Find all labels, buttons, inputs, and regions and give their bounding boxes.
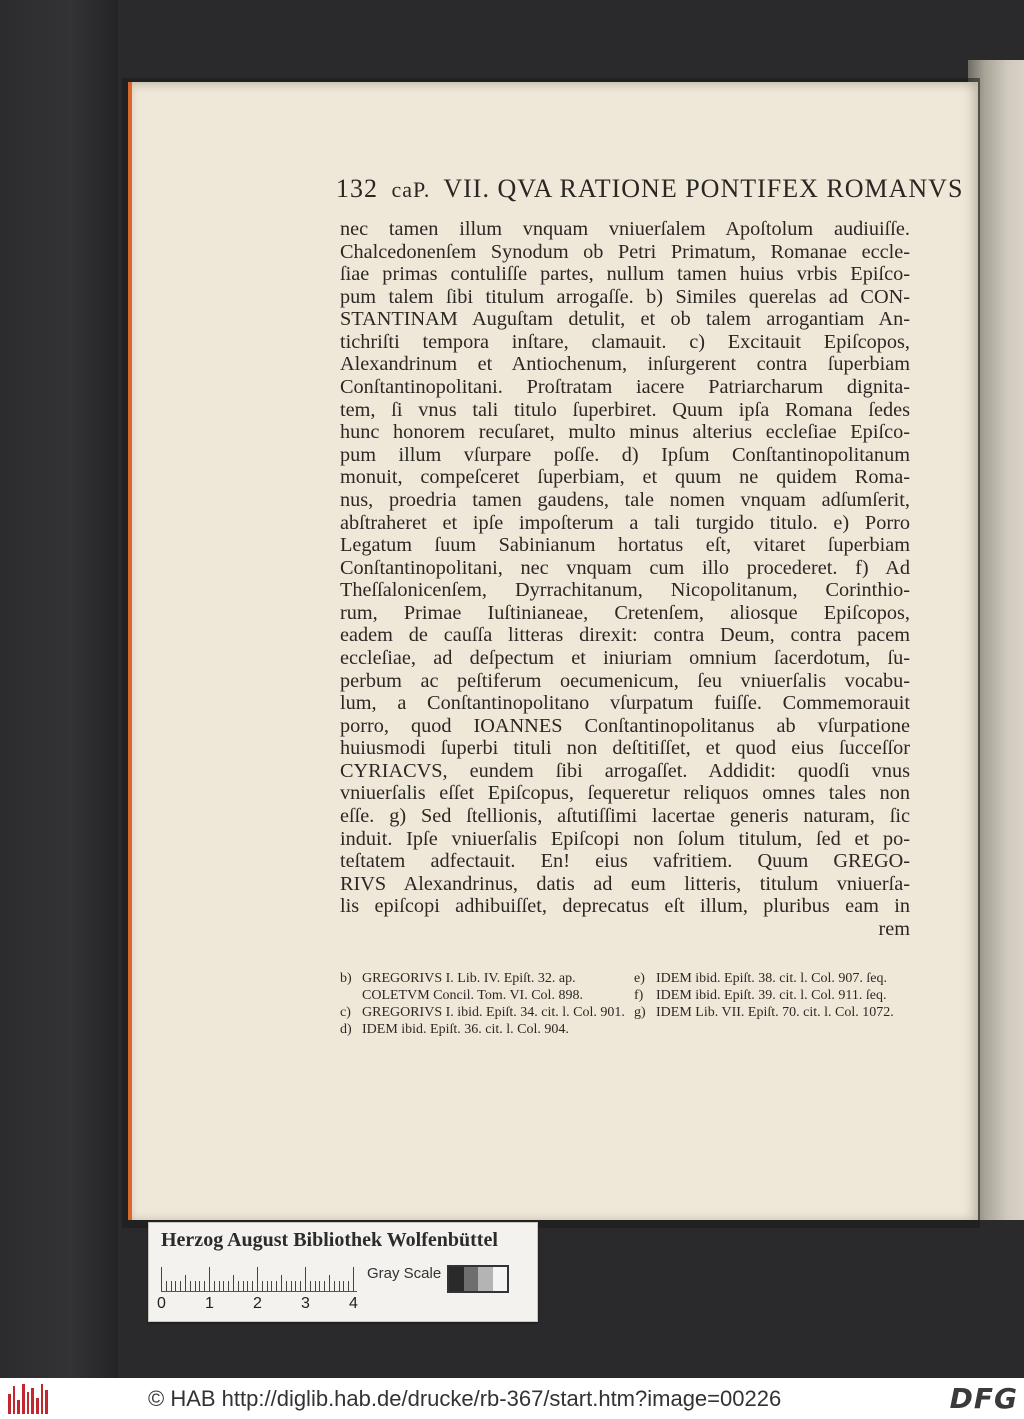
ruler-tick [262,1281,263,1291]
ruler-tick [175,1281,176,1291]
ruler-tick [219,1281,220,1291]
page-number: 132 [336,174,378,203]
text-line: perbum ac peſtiferum oecumenicum, ſeu vniuerſalis vocabu- [340,669,910,692]
hab-barcode-icon[interactable] [8,1382,48,1414]
ruler-tick [161,1267,162,1291]
ruler-tick [286,1281,287,1291]
ruler-tick [319,1281,320,1291]
text-line: eccleſiae, ad deſpectum et iniuriam omnium ſacerdotum, ſu- [340,646,910,669]
ruler-tick [214,1281,215,1291]
footnote-mark: b) [340,971,352,986]
ruler-tick [329,1275,330,1291]
footnote-text: IDEM ibid. Epiſt. 36. cit. l. Col. 904. [362,1022,569,1037]
ruler-tick [223,1281,224,1291]
ruler-tick [233,1275,234,1291]
text-line: lum, a Conſtantinopolitano vſurpatum fuiſſe. Commemorauit [340,692,910,715]
ruler-tick [291,1281,292,1291]
footnote-text: IDEM ibid. Epiſt. 38. cit. l. Col. 907. ſeq. [656,971,887,986]
text-line: nec tamen illum vnquam vniuerſalem Apoſtolum audiuiſſe. [340,218,910,240]
header-title: VII. QVA RATIONE PONTIFEX ROMANVS [443,174,964,203]
text-line: eadem de cauſſa litteras direxit: contra Deum, contra pacem [340,624,910,647]
ruler-number: 4 [349,1295,358,1312]
footnote-mark: d) [340,1022,352,1037]
footnote [634,1004,914,1021]
text-line: eſſe. g) Sed ſtellionis, aſtutiſſimi lacertae generis naturam, ſic [340,805,910,828]
ruler-tick [305,1267,306,1291]
text-line: pum talem ſibi titulum arrogaſſe. b) Similes querelas ad CON- [340,285,910,308]
ruler-tick [271,1281,272,1291]
text-line: huiusmodi ſuperbi tituli non deſtitiſſet, et quod eius ſucceſſor [340,737,910,760]
gray-swatch [449,1267,464,1291]
ruler-number: 1 [205,1295,214,1312]
ruler-number: 3 [301,1295,310,1312]
ruler-tick [209,1267,210,1291]
scale-ruler [161,1263,361,1293]
ruler-tick [353,1267,354,1291]
text-line: monuit, compeſceret ſuperbiam, et quum ne quidem Roma- [340,466,910,489]
running-header [336,174,964,204]
ruler-tick [267,1281,268,1291]
footnote-text: IDEM Lib. VII. Epiſt. 70. cit. l. Col. 1072. [656,1005,894,1020]
ruler-tick [257,1267,258,1291]
ruler-tick [190,1281,191,1291]
footnote-text: GREGORIVS I. Lib. IV. Epiſt. 32. ap. COLETVM Concil. Tom. VI. Col. 898. [362,971,583,1003]
ruler-tick [300,1281,301,1291]
gray-swatch [464,1267,479,1291]
barcode-bar [36,1398,39,1414]
ruler-tick [199,1281,200,1291]
ruler-tick [252,1281,253,1291]
ruler-tick [166,1281,167,1291]
text-line: Alexandrinum et Antiochenum, inſurgerent contra ſuperbiam [340,353,910,376]
body-text [340,218,910,941]
ruler-tick [276,1281,277,1291]
footnote-mark: f) [634,988,644,1003]
dfg-logo[interactable]: DFG [949,1382,1018,1415]
footnote-mark: g) [634,1005,646,1020]
ruler-tick [334,1281,335,1291]
ruler-tick [171,1281,172,1291]
text-line: Chalcedonenſem Synodum ob Petri Primatum, Romanae eccle- [340,240,910,263]
ruler-tick [295,1281,296,1291]
text-line: induit. Ipſe vniuerſalis Epiſcopi non ſolum titulum, ſed et po- [340,827,910,850]
copyright-link[interactable]: © HAB http://diglib.hab.de/drucke/rb-367/start.htm?image=00226 [148,1386,782,1411]
footnote [634,987,914,1004]
gray-swatch [493,1267,508,1291]
ruler-tick [339,1281,340,1291]
text-line: porro, quod IOANNES Conſtantinopolitanus ab vſurpatione [340,714,910,737]
footnote-text: IDEM ibid. Epiſt. 39. cit. l. Col. 911. ſeq. [656,988,887,1003]
ruler-number: 2 [253,1295,262,1312]
footnote [340,1004,625,1021]
gray-scale-swatches [447,1265,509,1293]
footnote-text: GREGORIVS I. ibid. Epiſt. 34. cit. l. Col. 901. [362,1005,625,1020]
text-line: CYRIACVS, eundem ſibi arrogaſſet. Addidit: quodſi vnus [340,759,910,782]
scan-background-left [0,0,118,1378]
ruler-tick [348,1281,349,1291]
ruler-tick [324,1281,325,1291]
ruler-tick [195,1281,196,1291]
text-line: Conſtantinopolitani. Proſtratam iacere Patriarcharum dignita- [340,376,910,399]
text-line: ſiae primas contuliſſe partes, nullum tamen huius vrbis Epiſco- [340,263,910,286]
barcode-bar [31,1388,34,1414]
footnote [340,1021,625,1038]
footnote [340,970,625,1004]
ruler-tick [204,1281,205,1291]
text-line: Conſtantinopolitani, nec vnquam cum illo procederet. f) Ad [340,556,910,579]
barcode-bar [41,1384,44,1414]
footnote [634,970,914,987]
text-line: vniuerſalis eſſet Epiſcopus, ſequeretur reliquos omnes tales non [340,782,910,805]
ruler-tick [315,1281,316,1291]
footnote-mark: e) [634,971,645,986]
ruler-tick [243,1281,244,1291]
text-line: STANTINAM Auguſtam detulit, et ob talem arrogantiam An- [340,308,910,331]
text-line: pum illum vſurpare poſſe. d) Ipſum Conſtantinopolitanum [340,443,910,466]
text-line: hunc honorem recuſaret, multo minus alterius eccleſiae Epiſco- [340,421,910,444]
ruler-tick [281,1275,282,1291]
barcode-bar [13,1386,16,1414]
ruler-tick [228,1281,229,1291]
text-line: abſtraheret et ipſe impoſterum a tali turgido titulo. e) Porro [340,511,910,534]
text-line: rem [878,917,910,940]
footnote-mark: c) [340,1005,351,1020]
ruler-tick [238,1281,239,1291]
text-line: tichriſti tempora inſtare, clamauit. c) Excitauit Epiſcopos, [340,330,910,353]
text-line: teſtatem adfectauit. En! eius vafritiem. Quum GREGO- [340,850,910,873]
ruler-tick [343,1281,344,1291]
barcode-bar [45,1390,48,1414]
text-line: tem, ſi vnus tali titulo ſuperbiret. Quum ipſa Romana ſedes [340,398,910,421]
gray-swatch [478,1267,493,1291]
text-line: RIVS Alexandrinus, datis ad eum litteris, titulum vniuerſa- [340,872,910,895]
barcode-bar [17,1400,20,1414]
text-line: Legatum ſuum Sabinianum hortatus eſt, vitaret ſuperbiam [340,534,910,557]
text-line: lis epiſcopi adhibuiſſet, deprecatus eſt illum, pluribus eam in [340,895,910,918]
ruler-tick [180,1281,181,1291]
barcode-bar [22,1384,25,1414]
footnotes-right [634,970,914,1021]
text-line: rum, Primae Iuſtinianeae, Cretenſem, aliosque Epiſcopos, [340,601,910,624]
library-name: Herzog August Bibliothek Wolfenbüttel [161,1229,498,1251]
ruler-number: 0 [157,1295,166,1312]
library-label-card [148,1222,538,1322]
footnotes-left [340,970,625,1038]
ruler-tick [310,1281,311,1291]
gray-scale-label: Gray Scale [367,1265,442,1282]
text-line: Theſſalonicenſem, Dyrrachitanum, Nicopolitanum, Corinthio- [340,579,910,602]
barcode-bar [8,1394,11,1414]
text-line: nus, proedria tamen gaudens, tale nomen vnquam adſumſerit, [340,488,910,511]
ruler-tick [247,1281,248,1291]
header-cap: caP. [391,177,431,202]
barcode-bar [27,1392,30,1414]
viewer-footer [0,1378,1024,1419]
ruler-tick [185,1275,186,1291]
